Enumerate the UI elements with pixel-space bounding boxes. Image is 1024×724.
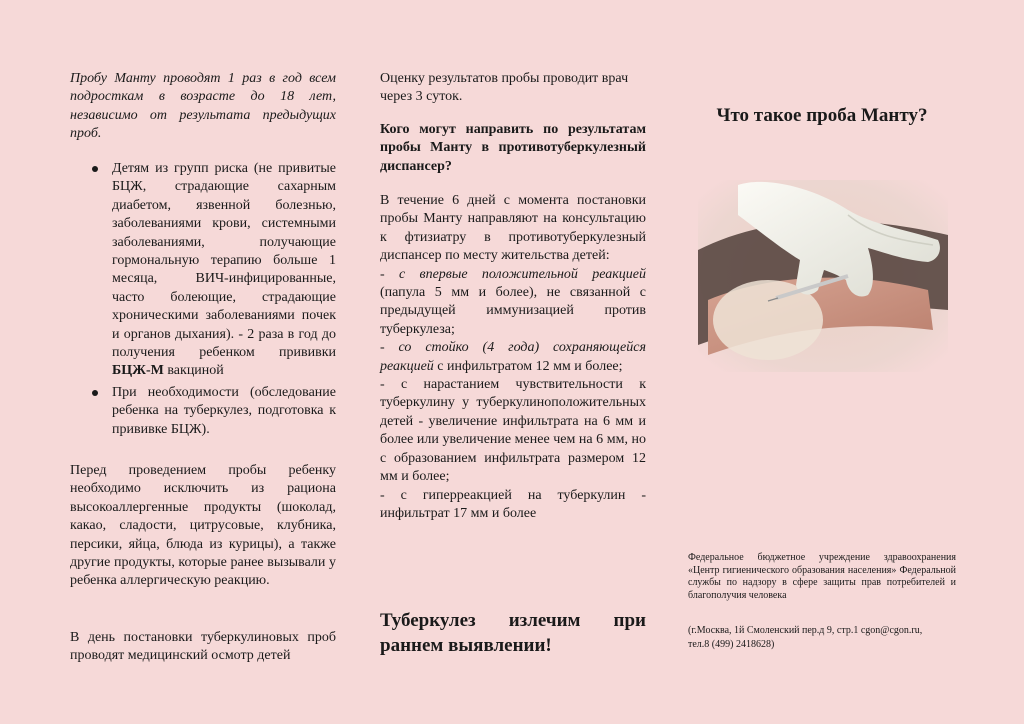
evaluation-text: Оценку результатов пробы проводит врач через 3 суток. <box>380 71 629 105</box>
contact-info <box>688 624 956 652</box>
criterion-item <box>380 487 646 524</box>
referral-intro: В течение 6 дней с момента постановки пробы Манту направляют на консультацию к фтизиатру в противотуберкулезный диспансер по месту жительства детей: <box>380 193 646 264</box>
criterion-text: - с нарастанием чувствительности к туберкулину у туберкулиноположительных детей - увеличение инфильтрата на 6 мм и более или увеличение менее чем на 6 мм, но с образованием инфильтрата размером 12 мм и более; <box>380 377 646 485</box>
criterion-item <box>380 339 646 376</box>
criterion-text: с инфильтратом 12 мм и более; <box>433 358 623 374</box>
referral-heading: Кого могут направить по результатам пробы Манту в противотуберкулезный диспансер? <box>380 122 646 174</box>
criterion-italic: - с впервые положительной реакцией <box>380 266 646 282</box>
exam-paragraph: В день постановки туберкулиновых проб проводят медицинский осмотр детей <box>70 630 336 664</box>
intro-text: Пробу Манту проводят 1 раз в год всем подросткам в возрасте до 18 лет, независимо от результата предыдущих проб. <box>70 71 336 142</box>
organization-info: Федеральное бюджетное учреждение здравоохранения «Центр гигиенического образования населения» Федеральной службы по надзору в сфере защиты прав потребителей и благополучия человека <box>688 552 956 601</box>
bullet-text: Детям из групп риска (не привитые БЦЖ, страдающие сахарным диабетом, язвенной болезнью, заболеваниями крови, системными заболеваниями, получающие гормональную терапию больше 1 месяца, ВИЧ-инфицированные, часто болеющие, страдающие хроническими заболеваниями почек и органов дыхания). - 2 раза в год до получения ребенком прививки <box>112 161 336 361</box>
bullet-icon <box>92 166 98 172</box>
slogan: Туберкулез излечим при раннем выявлении! <box>380 610 646 656</box>
list-item <box>70 384 336 439</box>
bullet-text: При необходимости (обследование ребенка на туберкулез, подготовка к прививке БЦЖ). <box>112 384 336 437</box>
criterion-italic: - со стойко (4 года) сохраняющейся реакцией <box>380 340 646 374</box>
diet-paragraph: Перед проведением пробы ребенку необходимо исключить из рациона высокоаллергенные продукты (шоколад, какао, сладости, цитрусовые, клубника, персики, яйца, блюда из курицы), а также другие продукты, которые ранее вызывали у ребенка аллергическую реакцию. <box>70 463 336 589</box>
address-line: (г.Москва, 1й Смоленский пер.д 9, стр.1 cgon@cgon.ru, <box>688 625 923 636</box>
bullet-icon <box>92 390 98 396</box>
bullet-text-end: вакциной <box>163 363 224 379</box>
bcg-m-label: БЦЖ-М <box>112 363 164 379</box>
injection-photo <box>698 180 948 372</box>
phone-line: тел.8 (499) 2418628) <box>688 639 775 650</box>
criterion-item <box>380 266 646 340</box>
criterion-text: (папула 5 мм и более), не связанной с предыдущей иммунизацией против туберкулеза; <box>380 285 646 337</box>
bullet-list <box>70 160 336 442</box>
criterion-text: - с гиперреакцией на туберкулин - инфильтрат 17 мм и более <box>380 487 646 521</box>
list-item <box>70 160 336 381</box>
referral-section <box>380 192 646 523</box>
criterion-item <box>380 376 646 486</box>
page-title: Что такое проба Манту? <box>716 105 928 126</box>
